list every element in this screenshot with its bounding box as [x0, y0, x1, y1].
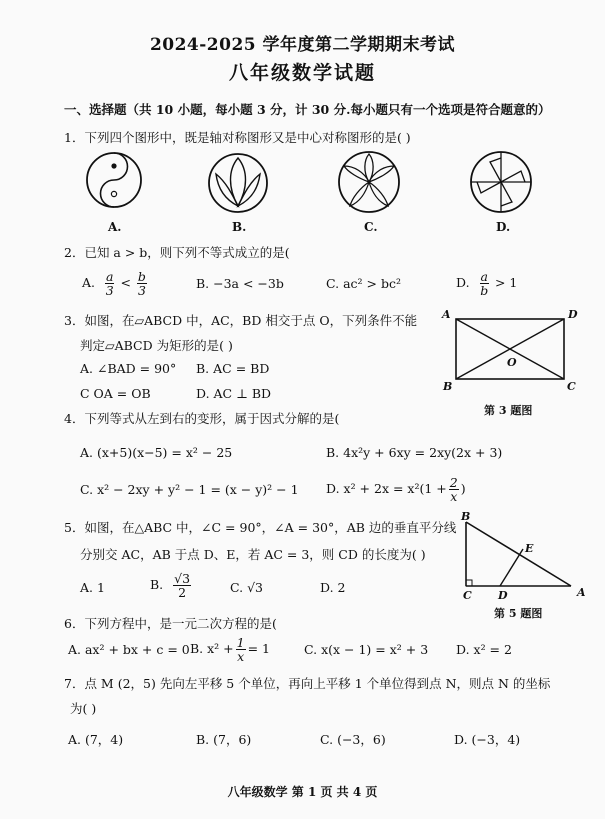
q4-option-b: B. 4x²y + 6xy = 2xy(2x + 3) [326, 445, 503, 460]
q2-stem: 2．已知 a > b，则下列不等式成立的是( [64, 245, 290, 260]
q3-point-b: B [443, 380, 453, 393]
q1-figure-b-lotus [206, 148, 270, 218]
q4-stem: 4．下列等式从左到右的变形，属于因式分解的是( [64, 411, 340, 426]
q3-stem-line1: 3．如图，在▱ABCD 中，AC，BD 相交于点 O，下列条件不能 [64, 313, 418, 328]
q7-stem-line2: 为( ) [70, 701, 97, 716]
q3-option-c: C OA = OB [80, 386, 151, 401]
q5-point-e: E [525, 542, 534, 555]
page-footer: 八年级数学 第 1 页 共 4 页 [227, 785, 378, 799]
q5-option-b: B. $\frac{√3}{2}$ [150, 571, 191, 601]
q2-option-b: B. −3a < −3b [196, 276, 284, 291]
q1-figure-c-flower [336, 148, 402, 218]
q3-option-a: A. ∠BAD = 90° [80, 361, 177, 376]
q4-option-d: D. x² + 2x = x²(1 + $\frac{2}{x}$ ) [326, 475, 466, 505]
q5-figure-caption: 第 5 题图 [494, 607, 543, 620]
exam-subtitle: 八年级数学试题 [228, 62, 376, 84]
q6-stem: 6．下列方程中，是一元二次方程的是( [64, 616, 277, 631]
q5-point-b: B [461, 510, 471, 523]
q4-option-a: A. (x+5)(x−5) = x² − 25 [80, 445, 233, 460]
q5-option-a: A. 1 [80, 580, 105, 595]
q6-option-b: B. x² + $\frac{1}{x}$ = 1 [190, 635, 270, 665]
q3-figure-rectangle [450, 315, 570, 385]
q2-option-d: D. $\frac{a}{b}$ > 1 [456, 269, 518, 299]
q1-label-a: A. [108, 220, 122, 234]
q6-option-d: D. x² = 2 [456, 642, 512, 657]
q7-stem-line1: 7．点 M (2，5) 先向左平移 5 个单位，再向上平移 1 个单位得到点 N，则点 N 的坐标 [64, 676, 551, 691]
q5-option-c: C. √3 [230, 580, 263, 595]
q2-option-c: C. ac² > bc² [326, 276, 401, 291]
q3-point-c: C [567, 380, 576, 393]
q4-option-c: C. x² − 2xy + y² − 1 = (x − y)² − 1 [80, 482, 299, 497]
q1-label-b: B. [232, 220, 247, 234]
q3-point-a: A [442, 308, 451, 321]
q6-option-c: C. x(x − 1) = x² + 3 [304, 642, 429, 657]
q7-option-c: C. (−3，6) [320, 732, 386, 747]
q1-stem: 1．下列四个图形中，既是轴对称图形又是中心对称图形的是( ) [64, 130, 411, 145]
q5-point-d: D [498, 589, 508, 602]
q7-option-b: B. (7，6) [196, 732, 252, 747]
q2-option-a: A. $\frac{a}{3}$ < $\frac{b}{3}$ [82, 269, 146, 299]
q3-figure-caption: 第 3 题图 [484, 404, 533, 417]
q5-figure-triangle [455, 518, 580, 598]
q1-label-d: D. [496, 220, 511, 234]
q6-option-a: A. ax² + bx + c = 0 [68, 642, 190, 657]
q5-stem-line2: 分别交 AC，AB 于点 D、E，若 AC = 3，则 CD 的长度为( ) [80, 547, 426, 562]
q7-option-a: A. (7，4) [68, 732, 124, 747]
q3-point-o: O [507, 356, 517, 369]
q5-stem-line1: 5．如图，在△ABC 中，∠C = 90°，∠A = 30°，AB 边的垂直平分线 [64, 520, 457, 535]
q7-option-d: D. (−3，4) [454, 732, 521, 747]
q5-point-c: C [463, 589, 472, 602]
q5-option-d: D. 2 [320, 580, 346, 595]
q3-stem-line2: 判定▱ABCD 为矩形的是( ) [80, 338, 233, 353]
section-heading: 一、选择题（共 10 小题，每小题 3 分，计 30 分.每小题只有一个选项是符合题意的） [64, 102, 551, 117]
q1-label-c: C. [364, 220, 378, 234]
q1-figure-d-pinwheel [468, 148, 534, 218]
q3-option-d: D. AC ⊥ BD [196, 386, 272, 401]
q3-point-d: D [568, 308, 578, 321]
q1-figure-a-taiji [84, 148, 144, 218]
exam-title: 2024-2025 学年度第二学期期末考试 [149, 35, 456, 55]
q5-point-a: A [577, 586, 586, 599]
q3-option-b: B. AC = BD [196, 361, 270, 376]
